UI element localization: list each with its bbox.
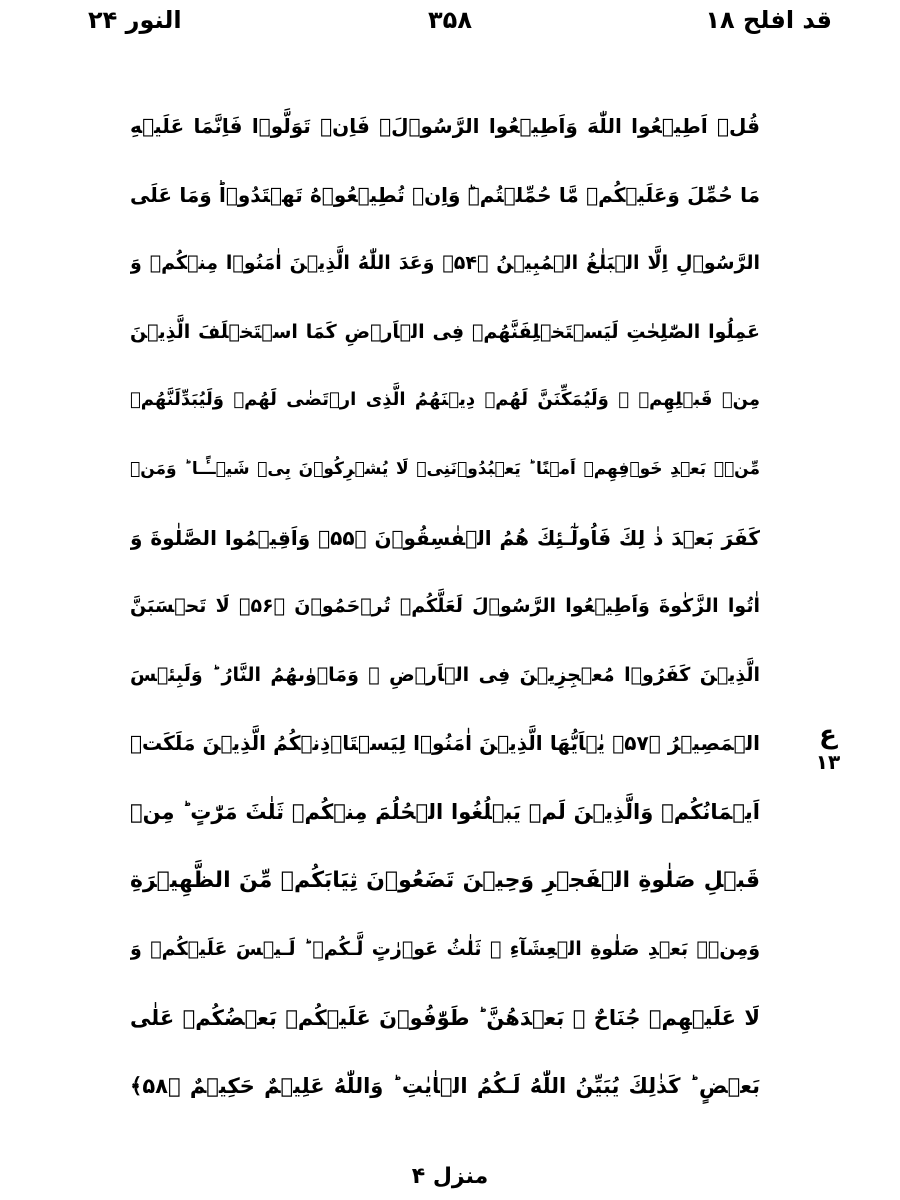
text-line: لَا عَلَيۡهِمۡ جُنَاحٌ ۢ بَعۡدَهُنَّ‌ ؕ طَوّٰفُوۡنَ عَلَيۡكُمۡ بَعۡضُكُمۡ عَلٰى <box>130 1005 760 1030</box>
text-line: وَمِنۡۢ بَعۡدِ صَلٰوةِ الۡعِشَآءِ ۛ ثَلٰثُ عَوۡرٰتٍ لَّـكُمۡ‌ ؕ لَـيۡسَ عَلَيۡكُمۡ وَ <box>130 938 760 961</box>
text-line: قُلۡ اَطِيۡعُوا اللّٰهَ وَاَطِيۡعُوا الرَّسُوۡلَ‌ۚ فَاِنۡ تَوَلَّوۡا فَاِنَّمَا عَلَيۡهِ <box>130 114 760 138</box>
ruku-marker <box>808 712 848 782</box>
text-line: مَا حُمِّلَ وَعَلَيۡكُمۡ مَّا حُمِّلۡتُمۡ‌ؕ وَاِنۡ تُطِيۡعُوۡهُ تَهۡتَدُوۡا‌ؕ وَمَا عَلَى <box>130 182 760 207</box>
ruku-symbol: ع <box>819 720 837 750</box>
manzil-footer: منزل ۴ <box>411 1164 489 1189</box>
text-line: عَمِلُوا الصّٰلِحٰتِ لَيَسۡتَخۡلِفَنَّهُمۡ فِى الۡاَرۡضِ كَمَا اسۡتَخۡلَفَ الَّذِيۡنَ <box>130 320 760 343</box>
text-line: الرَّسُوۡلِ اِلَّا الۡبَلٰغُ الۡمُبِيۡنُ ﴿۵۴﴾ وَعَدَ اللّٰهُ الَّذِيۡنَ اٰمَنُوۡا مِنۡكُمۡ وَ <box>130 252 760 275</box>
text-line: الۡمَصِيۡرُ ﴿۵۷﴾ يٰۤاَيُّهَا الَّذِيۡنَ اٰمَنُوۡا لِيَسۡتَاۡذِنۡكُمُ الَّذِيۡنَ مَلَكَتۡ <box>130 731 760 756</box>
text-line: مِنۡ قَبۡلِهِمۡ ۖ وَلَيُمَكِّنَنَّ لَهُمۡ دِيۡنَهُمُ الَّذِى ارۡتَضٰى لَهُمۡ وَلَيُبَدِّلَنَّهُمۡ <box>130 389 760 411</box>
surah-name-header: النور ۲۴ <box>88 6 182 34</box>
text-line: كَفَرَ بَعۡدَ ذٰ لِكَ فَاُولٰٓـئِكَ هُمُ الۡفٰسِقُوۡنَ ﴿۵۵﴾ وَاَقِيۡمُوا الصَّلٰوةَ وَ <box>130 525 760 550</box>
text-line: قَبۡلِ صَلٰوةِ الۡفَجۡرِ وَحِيۡنَ تَضَعُوۡنَ ثِيَابَكُمۡ مِّنَ الظَّهِيۡرَةِ <box>130 867 760 893</box>
text-line: اَيۡمَانُكُمۡ وَالَّذِيۡنَ لَمۡ يَبۡلُغُوا الۡحُلُمَ مِنۡكُمۡ ثَلٰثَ مَرّٰتٍ‌ ؕ مِنۡ <box>130 799 760 824</box>
verse-text-block <box>130 92 760 1121</box>
text-line: اٰتُوا الزَّكٰوةَ وَاَطِيۡعُوا الرَّسُوۡلَ لَعَلَّكُمۡ تُرۡحَمُوۡنَ ﴿۵۶﴾ لَا تَحۡسَبَنَّ <box>130 595 760 618</box>
page-number: ۳۵۸ <box>428 6 472 34</box>
para-name-header: قد افلح ۱۸ <box>705 6 832 34</box>
text-line: الَّذِيۡنَ كَفَرُوۡا مُعۡجِزِيۡنَ فِى الۡاَرۡضِ‌ ۚ وَمَاۡوٰٮهُمُ النَّارُ‌ ؕ وَلَبِئۡسَ <box>130 663 760 686</box>
ruku-number: ۱۳ <box>815 750 841 774</box>
page-header <box>0 4 900 44</box>
text-line: مِّنۡۢ بَعۡدِ خَوۡفِهِمۡ اَمۡنًا‌ ؕ يَعۡبُدُوۡنَنِىۡ لَا يُشۡرِكُوۡنَ بِىۡ شَيۡــًٔـا‌ ؕ وَمَنۡ <box>130 458 760 479</box>
text-line: بَعۡضٍ‌ ؕ كَذٰلِكَ يُبَيِّنُ اللّٰهُ لَـكُمُ الۡاٰيٰتِ‌ ؕ وَاللّٰهُ عَلِيۡمٌ حَكِيۡمٌ ﴿۵۸﴾ <box>130 1074 760 1099</box>
